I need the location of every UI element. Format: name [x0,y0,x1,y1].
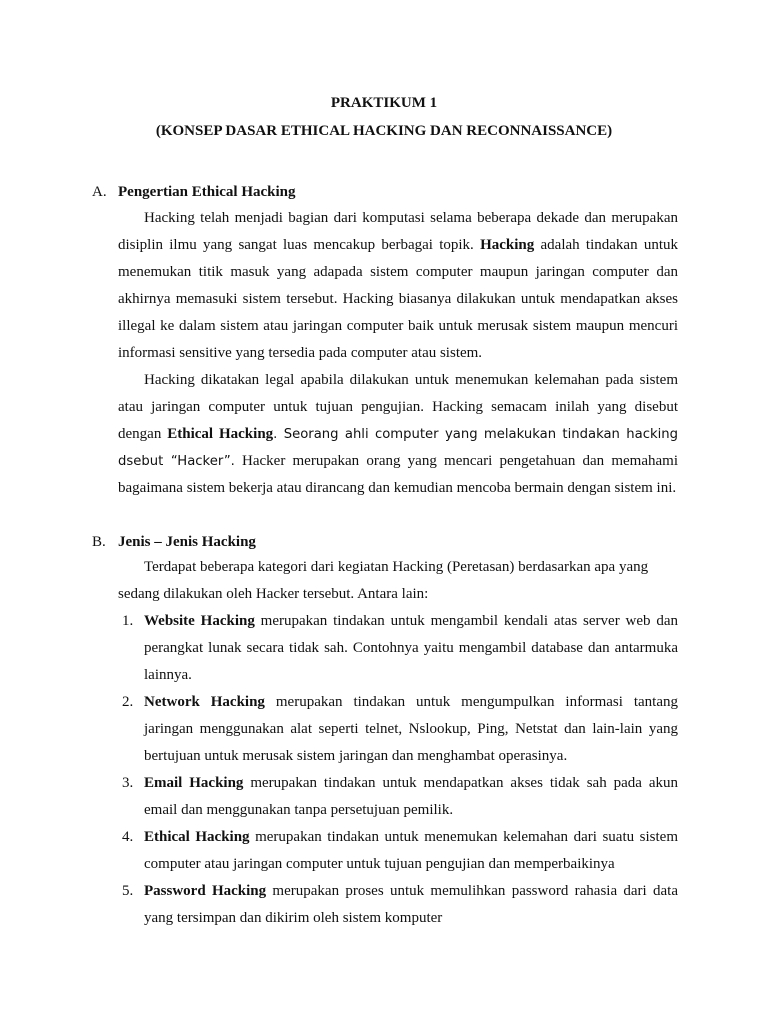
list-number: 1. [122,613,134,629]
section-a-paragraph-2 [118,367,678,502]
list-item [118,770,678,824]
list-item [118,824,678,878]
bold-term: Hacking [480,237,535,253]
page-title: PRAKTIKUM 1 [330,95,438,111]
section-b-title: Jenis – Jenis Hacking [118,534,256,550]
paragraph-text: Hacking dikatakan legal apabila dilakukan untuk menemukan kelemahan pada sistem atau jaringan computer untuk tujuan pengujian. Hacking semacam inilah yang disebut dengan [118,372,678,442]
list-text: merupakan tindakan untuk mengambil kendali atas server web dan perangkat lunak secara tidak sah. Contohnya yaitu mengambil database dan antarmuka lainnya. [144,613,678,683]
list-term: Ethical Hacking [144,829,250,845]
hacking-types-list [118,608,678,932]
list-item [118,689,678,770]
section-a-paragraph-1 [118,205,678,367]
list-text: merupakan tindakan untuk mendapatkan akses tidak sah pada akun email dan menggunakan tanpa persetujuan pemilik. [144,775,679,818]
list-item [118,878,678,932]
list-number: 3. [122,775,134,791]
section-b-intro [118,554,678,608]
list-term: Password Hacking [144,883,267,899]
paragraph-text: adalah tindakan untuk menemukan titik masuk yang adapada sistem computer maupun jaringan computer dan akhirnya memasuki sistem tersebut. Hacking biasanya dilakukan untuk mendapatkan akses illegal ke dalam sistem atau jaringan computer baik untuk merusak sistem maupun mencuri informasi sensitive yang tersedia pada computer atau sistem. [118,237,678,361]
list-text: merupakan proses untuk memulihkan password rahasia dari data yang tersimpan dan dikirim oleh sistem komputer [144,883,678,926]
section-a-letter: A. [92,184,107,200]
section-b-heading [92,532,692,552]
paragraph-text: Terdapat beberapa kategori dari kegiatan Hacking (Peretasan) berdasarkan apa yang sedang dilakukan oleh Hacker tersebut. Antara lain: [118,559,649,602]
list-number: 2. [122,694,134,710]
section-a-title: Pengertian Ethical Hacking [118,184,296,200]
list-term: Network Hacking [144,694,265,710]
list-text: merupakan tindakan untuk menemukan kelemahan dari suatu sistem computer atau jaringan computer untuk tujuan pengujian dan memperbaikinya [144,829,678,872]
paragraph-text: Hacker merupakan orang yang mencari pengetahuan dan memahami bagaimana sistem bekerja atau dirancang dan kemudian mencoba bermain dengan sistem ini. [118,453,678,496]
page-subtitle: (KONSEP DASAR ETHICAL HACKING DAN RECONNAISSANCE) [155,123,613,139]
list-term: Email Hacking [144,775,244,791]
title-block [0,92,768,142]
list-term: Website Hacking [144,613,255,629]
paragraph-text-sans: . Seorang ahli computer yang melakukan tindakan hacking dsebut “Hacker”. [118,427,678,469]
paragraph-text: Hacking telah menjadi bagian dari komputasi selama beberapa dekade dan merupakan disiplin ilmu yang sangat luas mencakup berbagai topik. [118,210,678,253]
bold-term: Ethical Hacking [167,426,274,442]
section-b-letter: B. [92,534,106,550]
list-item [118,608,678,689]
section-a-heading [92,182,692,202]
list-number: 4. [122,829,134,845]
list-text: merupakan tindakan untuk mengumpulkan informasi tantang jaringan menggunakan alat seperti telnet, Nslookup, Ping, Netstat dan lain-lain yang bertujuan untuk merusak sistem jaringan dan menghambat operasinya. [144,694,678,764]
list-number: 5. [122,883,134,899]
